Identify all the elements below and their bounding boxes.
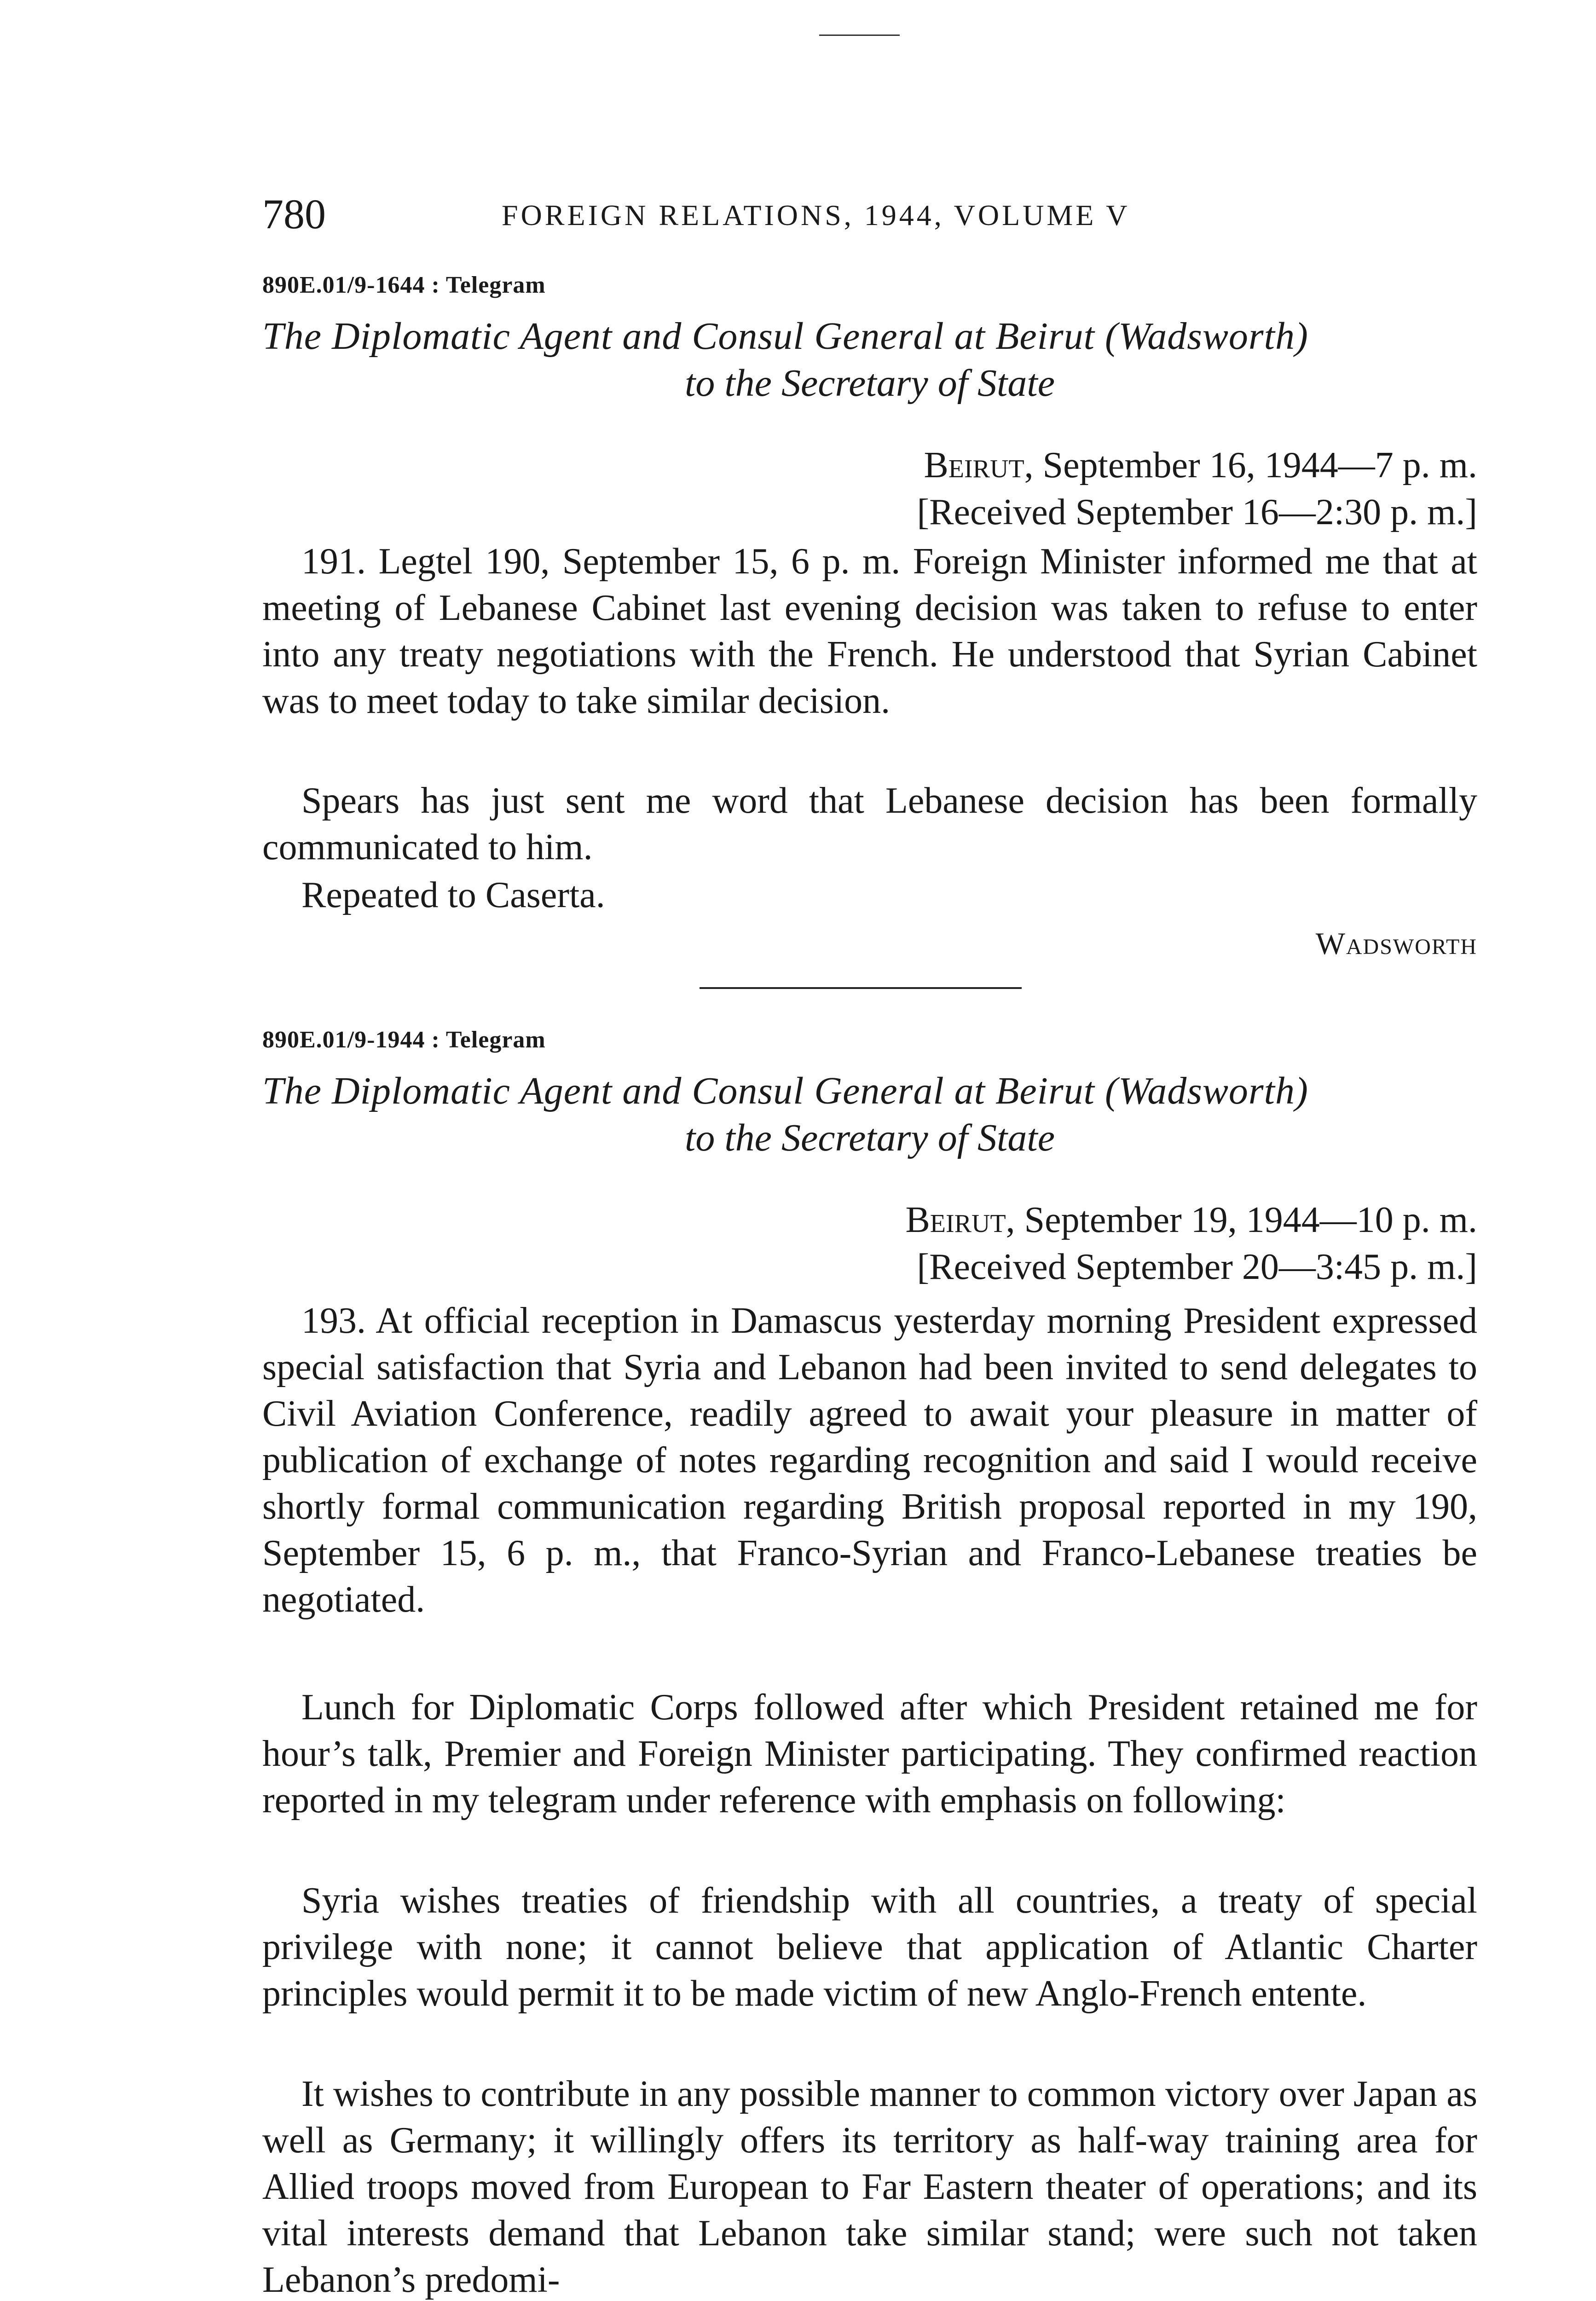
dateline-date: , September 19, 1944—10 p. m. (1006, 1200, 1477, 1240)
running-title: FOREIGN RELATIONS, 1944, VOLUME V (502, 199, 1130, 231)
dateline-sent (262, 442, 1477, 489)
paragraph: It wishes to contribute in any possible manner to common victory over Japan as well as Germany; it willingly offers its territory as half-way training area for Allied troops moved from European to Far Eastern theater of operations; and its vital interests demand that Lebanon take similar stand; were such not taken Lebanon’s predomi- (262, 2074, 1477, 2300)
heading-line-1: The Diplomatic Agent and Consul General at Beirut (Wadsworth) (262, 315, 1308, 358)
heading-line-2: to the Secretary of State (685, 1116, 1055, 1159)
dateline-date: , September 16, 1944—7 p. m. (1024, 445, 1477, 486)
document-heading-1 (262, 313, 1477, 407)
dateline-city: Beirut (905, 1200, 1006, 1240)
dateline-sent (262, 1197, 1477, 1243)
paragraph: 193. At official reception in Damascus yesterday morning President expressed special satisfaction that Syria and Lebanon had been invited to send delegates to Civil Aviation Conference, readily agreed to await your pleasure in matter of publication of exchange of notes regarding recognition and said I would receive shortly formal communication regarding British proposal reported in my 190, September 15, 6 p. m., that Franco-Syrian and Franco-Lebanese treaties be negotiated. (262, 1301, 1477, 1620)
file-reference-1: 890E.01/9-1644 : Telegram (262, 272, 546, 298)
heading-line-1: The Diplomatic Agent and Consul General at Beirut (Wadsworth) (262, 1070, 1308, 1112)
section-divider (700, 987, 1022, 989)
paragraph: Syria wishes treaties of friendship with all countries, a treaty of special privilege with none; it cannot believe that application of Atlantic Charter principles would permit it to be made victim of new Anglo-French entente. (262, 1880, 1477, 2014)
paragraph: Repeated to Caserta. (301, 875, 605, 915)
paragraph: Spears has just sent me word that Lebanese decision has been formally communicated to him. (262, 780, 1477, 867)
dateline-1 (262, 442, 1477, 536)
dateline-received: [Received September 20—3:45 p. m.] (917, 1247, 1477, 1287)
paragraph: Lunch for Diplomatic Corps followed after which President retained me for hour’s talk, Premier and Foreign Minister participating. They confirmed reaction reported in my telegram under reference with emphasis on following: (262, 1687, 1477, 1821)
dateline-received: [Received September 16—2:30 p. m.] (917, 492, 1477, 532)
heading-line-2: to the Secretary of State (685, 362, 1055, 405)
dateline-city: Beirut (924, 445, 1024, 486)
document-heading-2 (262, 1068, 1477, 1162)
file-reference-2: 890E.01/9-1944 : Telegram (262, 1027, 546, 1053)
signature: Wadsworth (1315, 926, 1477, 961)
top-rule (819, 35, 900, 36)
page-number: 780 (262, 191, 326, 237)
dateline-2 (262, 1197, 1477, 1290)
paragraph: 191. Legtel 190, September 15, 6 p. m. Foreign Minister informed me that at meeting of Lebanese Cabinet last evening decision was taken to refuse to enter into any treaty negotiations with the French. He understood that Syrian Cabinet was to meet today to take similar decision. (262, 541, 1477, 721)
running-head (262, 189, 1468, 239)
